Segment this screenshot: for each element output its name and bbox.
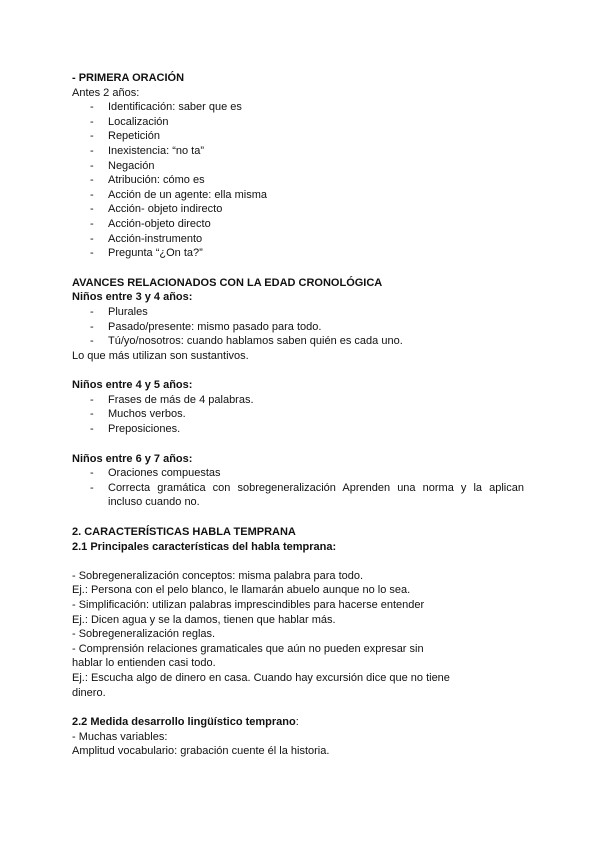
list-item: - Correcta gramática con sobregeneralización Aprenden una norma y la aplican incluso cuando no. [90, 481, 524, 509]
list-item: - Localización [90, 115, 169, 128]
paragraph-line: dinero. [72, 686, 106, 699]
list-item: - Plurales [90, 305, 148, 318]
list-item: - Acción- objeto indirecto [90, 203, 223, 216]
paragraph-line: - Simplificación: utilizan palabras imprescindibles para hacerse entender [72, 599, 425, 611]
list-item: - Inexistencia: “no ta” [90, 144, 204, 157]
paragraph-line: Amplitud vocabulario: grabación cuente él la historia. [72, 745, 330, 758]
document-content [72, 71, 532, 759]
group-4-5-heading: Niños entre 4 y 5 años: [72, 379, 193, 392]
paragraph-line: - Sobregeneralización conceptos: misma palabra para todo. [72, 569, 364, 582]
list-item: - Acción-instrumento [90, 232, 203, 245]
paragraph-line: hablar lo entienden casi todo. [72, 657, 216, 670]
list-item: - Negación [90, 159, 155, 172]
group-3-4-note: Lo que más utilizan son sustantivos. [72, 349, 249, 362]
list-item: - Repetición [90, 130, 160, 143]
primera-oracion-list [72, 100, 532, 261]
list-item: - Tú/yo/nosotros: cuando hablamos saben quién es cada uno. [90, 335, 403, 348]
paragraph-line: Ej.: Persona con el pelo blanco, le llamarán abuelo aunque no lo sea. [72, 584, 411, 597]
avances-title: AVANCES RELACIONADOS CON LA EDAD CRONOLÓGICA [72, 276, 383, 289]
section-2-2-subtitle: 2.2 Medida desarrollo lingüístico temprano: [72, 716, 299, 729]
group-3-4-heading: Niños entre 3 y 4 años: [72, 291, 193, 304]
list-item: - Preposiciones. [90, 423, 181, 436]
group-6-7-list [72, 466, 532, 510]
list-item: - Acción de un agente: ella misma [90, 188, 267, 201]
list-item: - Pasado/presente: mismo pasado para todo. [90, 320, 322, 333]
group-4-5-list [72, 393, 532, 437]
paragraph-line: - Sobregeneralización reglas. [72, 628, 216, 641]
list-item: - Muchos verbos. [90, 408, 186, 421]
list-item: - Pregunta “¿On ta?” [90, 247, 203, 260]
paragraph-line: - Muchas variables: [72, 730, 168, 743]
list-item: - Identificación: saber que es [90, 101, 242, 114]
primera-oracion-title: - PRIMERA ORACIÓN [72, 72, 185, 84]
list-item: - Oraciones compuestas [90, 467, 221, 480]
paragraph-line: - Comprensión relaciones gramaticales que aún no pueden expresar sin [72, 642, 424, 655]
group-3-4-list [72, 305, 532, 349]
paragraph-line: Ej.: Escucha algo de dinero en casa. Cuando hay excursión dice que no tiene [72, 671, 450, 684]
section-2-1-subtitle: 2.1 Principales características del habla temprana: [72, 540, 337, 553]
antes-2-anos-label: Antes 2 años: [72, 86, 140, 99]
list-item: - Atribución: cómo es [90, 174, 205, 187]
section-2-title: 2. CARACTERÍSTICAS HABLA TEMPRANA [72, 526, 296, 539]
group-6-7-heading: Niños entre 6 y 7 años: [72, 452, 193, 465]
list-item: - Frases de más de 4 palabras. [90, 393, 254, 406]
paragraph-line: Ej.: Dicen agua y se la damos, tienen que hablar más. [72, 613, 336, 626]
list-item: - Acción-objeto directo [90, 217, 211, 230]
